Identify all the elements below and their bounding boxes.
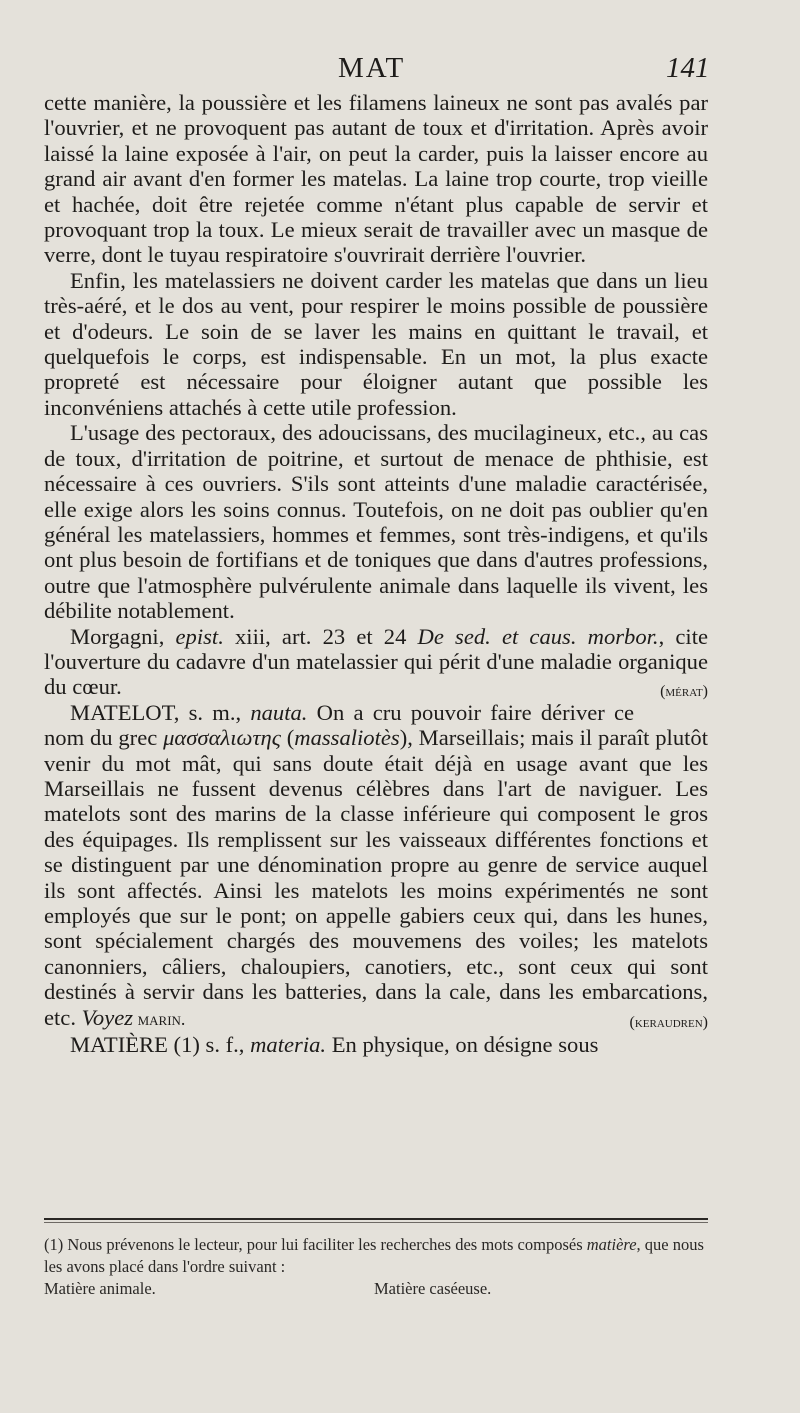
- voyez-link: Voyez: [81, 1004, 134, 1030]
- p4-work-title: De sed. et caus. morbor.: [417, 623, 659, 649]
- paragraph-2: Enfin, les matelassiers ne doivent carder les matelas que dans un lieu très-aéré, et le dos au vent, pour respirer le moins possible de poussière et d'odeurs. Le soin de se laver les mains en quittant le travail, et quelquefois le corps, est indispensable. En un mot, la plus exacte propreté est nécessaire pour éloigner autant que possible les inconvéniens attachés à cette utile profession.: [44, 267, 708, 420]
- page-number: 141: [666, 52, 710, 84]
- footnote-text-c: , que nous les avons placé dans l'ordre suivant :: [44, 1235, 704, 1276]
- greek-word: μασσαλιωτης: [163, 725, 281, 751]
- paragraph-4: [44, 624, 708, 700]
- p4-epist: epist.: [175, 623, 224, 649]
- matelot-text-d: (: [280, 725, 295, 751]
- footnote-matiere: matière: [586, 1235, 637, 1254]
- body-text: [44, 90, 708, 1057]
- matiere-text-c: En physique, on désigne sous: [326, 1032, 599, 1058]
- p4-text-a: Morgagni,: [70, 623, 176, 649]
- entry-matelot: [44, 700, 708, 1032]
- footnote-item: Matière caséeuse.: [374, 1279, 492, 1298]
- matiere-latin: materia.: [250, 1032, 327, 1058]
- footnote-divider-thin: [44, 1222, 708, 1223]
- footnote-list: [44, 1278, 708, 1302]
- footnote: [44, 1234, 708, 1302]
- author-attribution-keraudren: (keraudren): [629, 1013, 708, 1031]
- paragraph-1: cette manière, la poussière et les filamens laineux ne sont pas avalés par l'ouvrier, et ne provoquent pas autant de toux et d'irritation. Après avoir laissé la laine exposée à l'air, on peut la carder, puis la laisser encore au grand air avant d'en former les matelas. La laine trop courte, trop vieille et hachée, doit être rejetée comme n'étant plus capable de servir et provoquant trop la toux. Le mieux serait de travailler avec un masque de verre, dont le tuyau respiratoire s'ouvrirait derrière l'ouvrier.: [44, 90, 708, 268]
- paragraph-3: L'usage des pectoraux, des adoucissans, des mucilagineux, etc., au cas de toux, d'irritation de poitrine, et surtout de menace de phthisie, est nécessaire à ces ouvriers. S'ils sont atteints d'une maladie caractérisée, elle exige alors les soins connus. Toutefois, on ne doit pas oublier qu'en général les matelassiers, hommes et femmes, sont très-indigens, et qu'ils ont plus besoin de fortifians et de toniques que dans d'autres professions, outre que l'atmosphère pulvérulente animale dans laquelle ils vivent, les débilite notablement.: [44, 420, 708, 624]
- footnote-text-a: (1) Nous prévenons le lecteur, pour lui faciliter les recherches des mots composés: [44, 1235, 587, 1254]
- cross-reference-marin: marin.: [133, 1008, 186, 1029]
- entry-matiere: [44, 1032, 708, 1057]
- matelot-text-c: On a cru pouvoir faire dériver ce nom du grec: [44, 699, 635, 751]
- footnote-item: Matière animale.: [44, 1279, 156, 1298]
- header-title: MAT: [338, 52, 406, 84]
- matelot-body: ), Marseillais; mais il paraît plutôt venir du mot mât, qui sans doute était déjà en usage avant que les Marseillais ne fussent devenus célèbres dans l'art de naviguer. Les matelots sont des marins de la classe inférieure qui composent le gros des équipages. Ils remplissent sur les vaisseaux différentes fonctions et se distinguent par une dénomination propre au genre de service auquel ils sont affectés. Ainsi les matelots les moins expérimentés ne sont employés que sur le pont; on appelle gabiers ceux qui, dans les hunes, sont spécialement chargés des mouvemens des voiles; les matelots canonniers, câliers, chaloupiers, canotiers, etc., sont ceux qui sont destinés à servir dans les batteries, dans la cale, dans les embarcations, etc.: [44, 725, 708, 1030]
- matelot-headword: MATELOT, s. m.,: [70, 699, 251, 725]
- p4-text-e: , cite l'ouverture du cadavre d'un matelassier qui périt d'une maladie organique du cœur.: [44, 623, 708, 700]
- author-attribution-merat: (mérat): [660, 683, 708, 701]
- footnote-divider: [44, 1218, 708, 1220]
- greek-transliteration: massaliotès: [294, 725, 400, 751]
- matelot-latin: nauta.: [250, 699, 308, 725]
- footnote-text: [44, 1234, 708, 1278]
- p4-text-c: xiii, art. 23 et 24: [223, 623, 418, 649]
- matiere-headword: MATIÈRE (1) s. f.,: [70, 1032, 251, 1058]
- running-header: [0, 52, 800, 92]
